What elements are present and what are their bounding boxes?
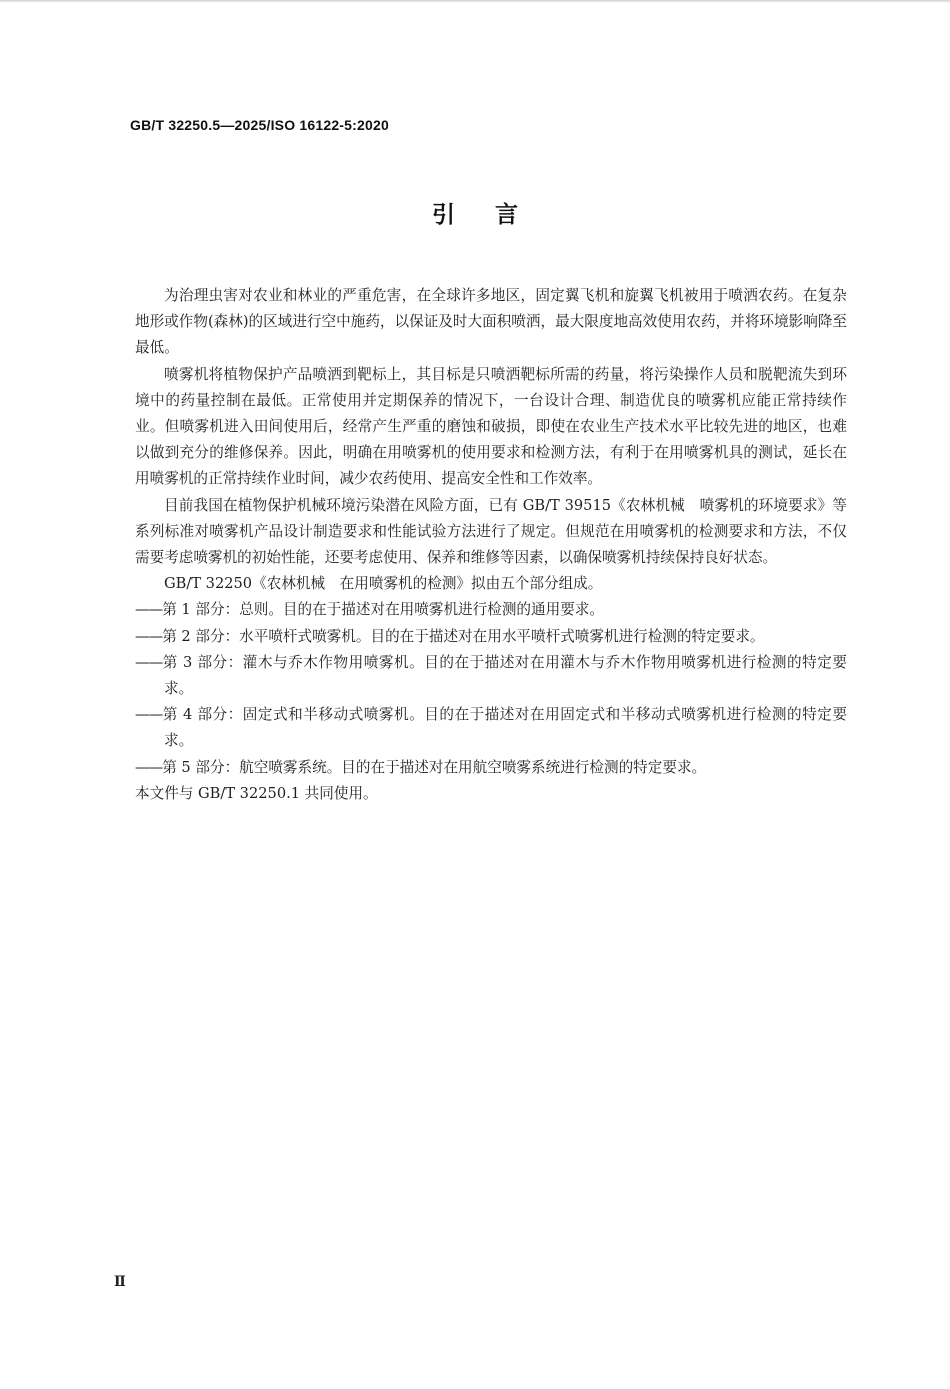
paragraph-1: 为治理虫害对农业和林业的严重危害，在全球许多地区，固定翼飞机和旋翼飞机被用于喷洒农药。在复杂地形或作物(森林)的区域进行空中施药，以保证及时大面积喷洒，最大限度地高效使用农药，并将环境影响降至最低。 bbox=[135, 287, 847, 357]
part-list-item bbox=[135, 650, 847, 702]
em-dash: —— bbox=[135, 653, 163, 671]
part-text: 第 3 部分：灌木与乔木作物用喷雾机。目的在于描述对在用灌木与乔木作物用喷雾机进行检测的特定要求。 bbox=[162, 653, 847, 698]
part-text: 第 2 部分：水平喷杆式喷雾机。目的在于描述对在用水平喷杆式喷雾机进行检测的特定要求。 bbox=[162, 627, 765, 645]
em-dash: —— bbox=[135, 627, 163, 645]
part-list-item bbox=[135, 597, 847, 623]
paragraph-2: 喷雾机将植物保护产品喷洒到靶标上，其目标是只喷洒靶标所需的药量，将污染操作人员和脱靶流失到环境中的药量控制在最低。正常使用并定期保养的情况下，一台设计合理、制造优良的喷雾机应能正常持续作业。但喷雾机进入田间使用后，经常产生严重的磨蚀和破损，即使在农业生产技术水平比较先进的地区，也难以做到充分的维修保养。因此，明确在用喷雾机的使用要求和检测方法，有利于在用喷雾机具的测试，延长在用喷雾机的正常持续作业时间，减少农药使用、提高安全性和工作效率。 bbox=[135, 365, 847, 488]
page-number: Ⅱ bbox=[114, 1275, 126, 1290]
part-list-item bbox=[135, 702, 847, 754]
em-dash: —— bbox=[135, 601, 163, 619]
paragraph-4: GB/T 32250《农林机械 在用喷雾机的检测》拟由五个部分组成。 bbox=[164, 575, 603, 593]
document-code: GB/T 32250.5—2025/ISO 16122-5:2020 bbox=[130, 117, 389, 133]
closing-statement: 本文件与 GB/T 32250.1 共同使用。 bbox=[135, 784, 378, 802]
em-dash: —— bbox=[135, 706, 163, 724]
part-text: 第 5 部分：航空喷雾系统。目的在于描述对在用航空喷雾系统进行检测的特定要求。 bbox=[162, 758, 707, 776]
part-text: 第 4 部分：固定式和半移动式喷雾机。目的在于描述对在用固定式和半移动式喷雾机进行检测的特定要求。 bbox=[162, 706, 847, 750]
scan-edge bbox=[0, 0, 950, 3]
part-text: 第 1 部分：总则。目的在于描述对在用喷雾机进行检测的通用要求。 bbox=[162, 601, 604, 619]
em-dash: —— bbox=[135, 758, 163, 776]
page-title: 引言 bbox=[432, 202, 558, 228]
paragraph-3: 目前我国在植物保护机械环境污染潜在风险方面，已有 GB/T 39515《农林机械 喷雾机的环境要求》等系列标准对喷雾机产品设计制造要求和性能试验方法进行了规定。但规范在用喷雾机的检测要求和方法，不仅需要考虑喷雾机的初始性能，还要考虑使用、保养和维修等因素，以确保喷雾机持续保持良好状态。 bbox=[135, 496, 847, 567]
part-list-item bbox=[135, 624, 847, 650]
body-text bbox=[135, 283, 847, 807]
part-list-item bbox=[135, 755, 847, 781]
